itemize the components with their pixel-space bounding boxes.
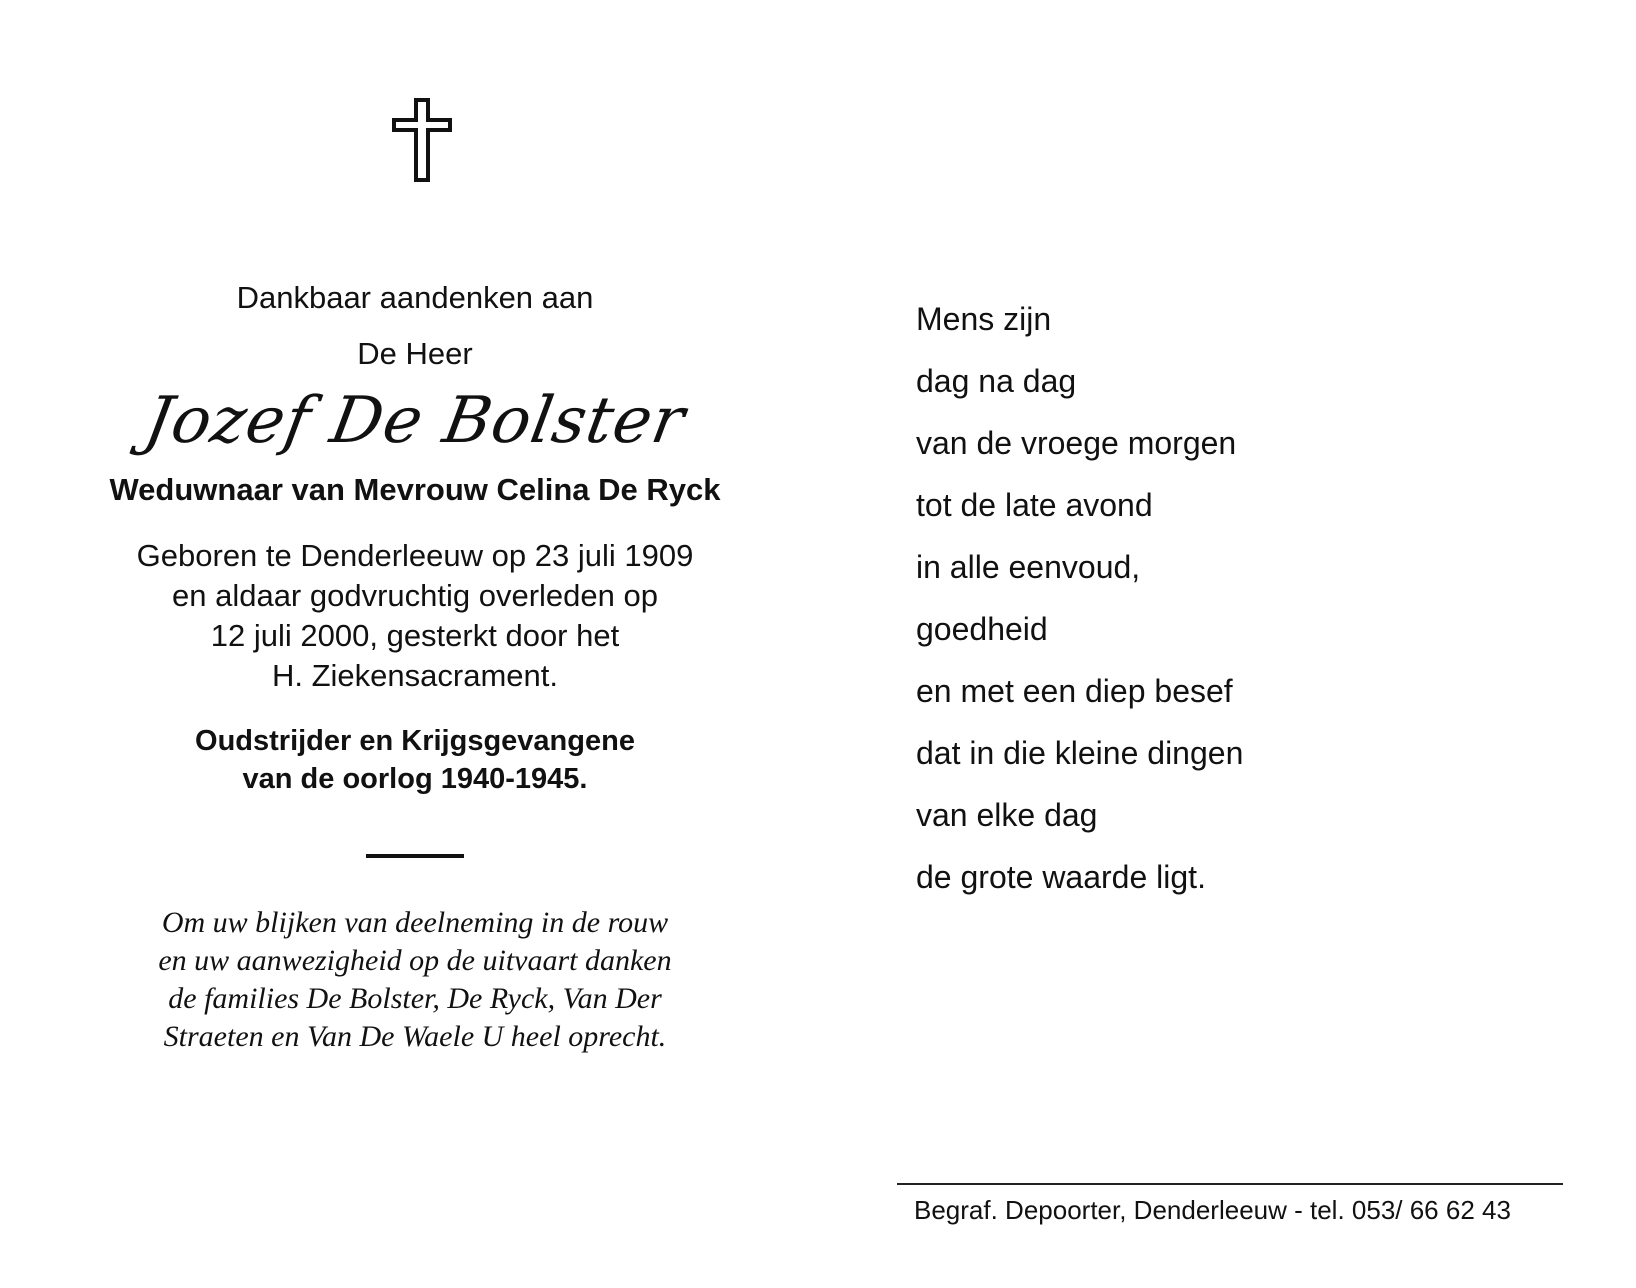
divider bbox=[366, 854, 464, 858]
poem-line: van elke dag bbox=[916, 797, 1098, 833]
thanks-line: Om uw blijken van deelneming in de rouw bbox=[161, 906, 669, 939]
bio-line: en aldaar godvruchtig overleden op bbox=[171, 578, 658, 613]
veteran-note bbox=[90, 722, 740, 798]
thanks-line: Straeten en Van De Waele U heel oprecht. bbox=[163, 1020, 667, 1053]
honorific: De Heer bbox=[357, 336, 473, 371]
birth-death-details bbox=[90, 536, 740, 696]
bio-line: 12 juli 2000, gesterkt door het bbox=[210, 618, 620, 653]
poem-line: en met een diep besef bbox=[916, 673, 1233, 709]
widower-line: Weduwnaar van Mevrouw Celina De Ryck bbox=[109, 472, 721, 507]
veteran-line: van de oorlog 1940-1945. bbox=[242, 763, 588, 795]
thanks-message bbox=[90, 904, 740, 1056]
bio-line: H. Ziekensacrament. bbox=[272, 658, 558, 693]
poem-line: Mens zijn bbox=[916, 301, 1052, 337]
veteran-line: Oudstrijder en Krijgsgevangene bbox=[195, 725, 635, 757]
poem-line: in alle eenvoud, bbox=[916, 549, 1141, 585]
thanks-line: en uw aanwezigheid op de uitvaart danken bbox=[158, 944, 672, 977]
footer-rule bbox=[897, 1183, 1563, 1185]
poem-line: dat in die kleine dingen bbox=[916, 735, 1244, 771]
deceased-name: Jozef De Bolster bbox=[139, 384, 691, 458]
cross-icon bbox=[392, 98, 452, 182]
poem-line: van de vroege morgen bbox=[916, 425, 1237, 461]
thanks-line: de families De Bolster, De Ryck, Van Der bbox=[168, 982, 662, 1015]
poem-line: tot de late avond bbox=[916, 487, 1153, 523]
poem bbox=[916, 288, 1456, 908]
funeral-home-credit: Begraf. Depoorter, Denderleeuw - tel. 053/ 66 62 43 bbox=[914, 1195, 1511, 1225]
memorial-text-column bbox=[90, 270, 740, 1056]
poem-line: goedheid bbox=[916, 611, 1048, 647]
poem-line: de grote waarde ligt. bbox=[916, 859, 1206, 895]
bio-line: Geboren te Denderleeuw op 23 juli 1909 bbox=[136, 538, 694, 573]
poem-line: dag na dag bbox=[916, 363, 1077, 399]
intro-text: Dankbaar aandenken aan bbox=[236, 280, 594, 315]
